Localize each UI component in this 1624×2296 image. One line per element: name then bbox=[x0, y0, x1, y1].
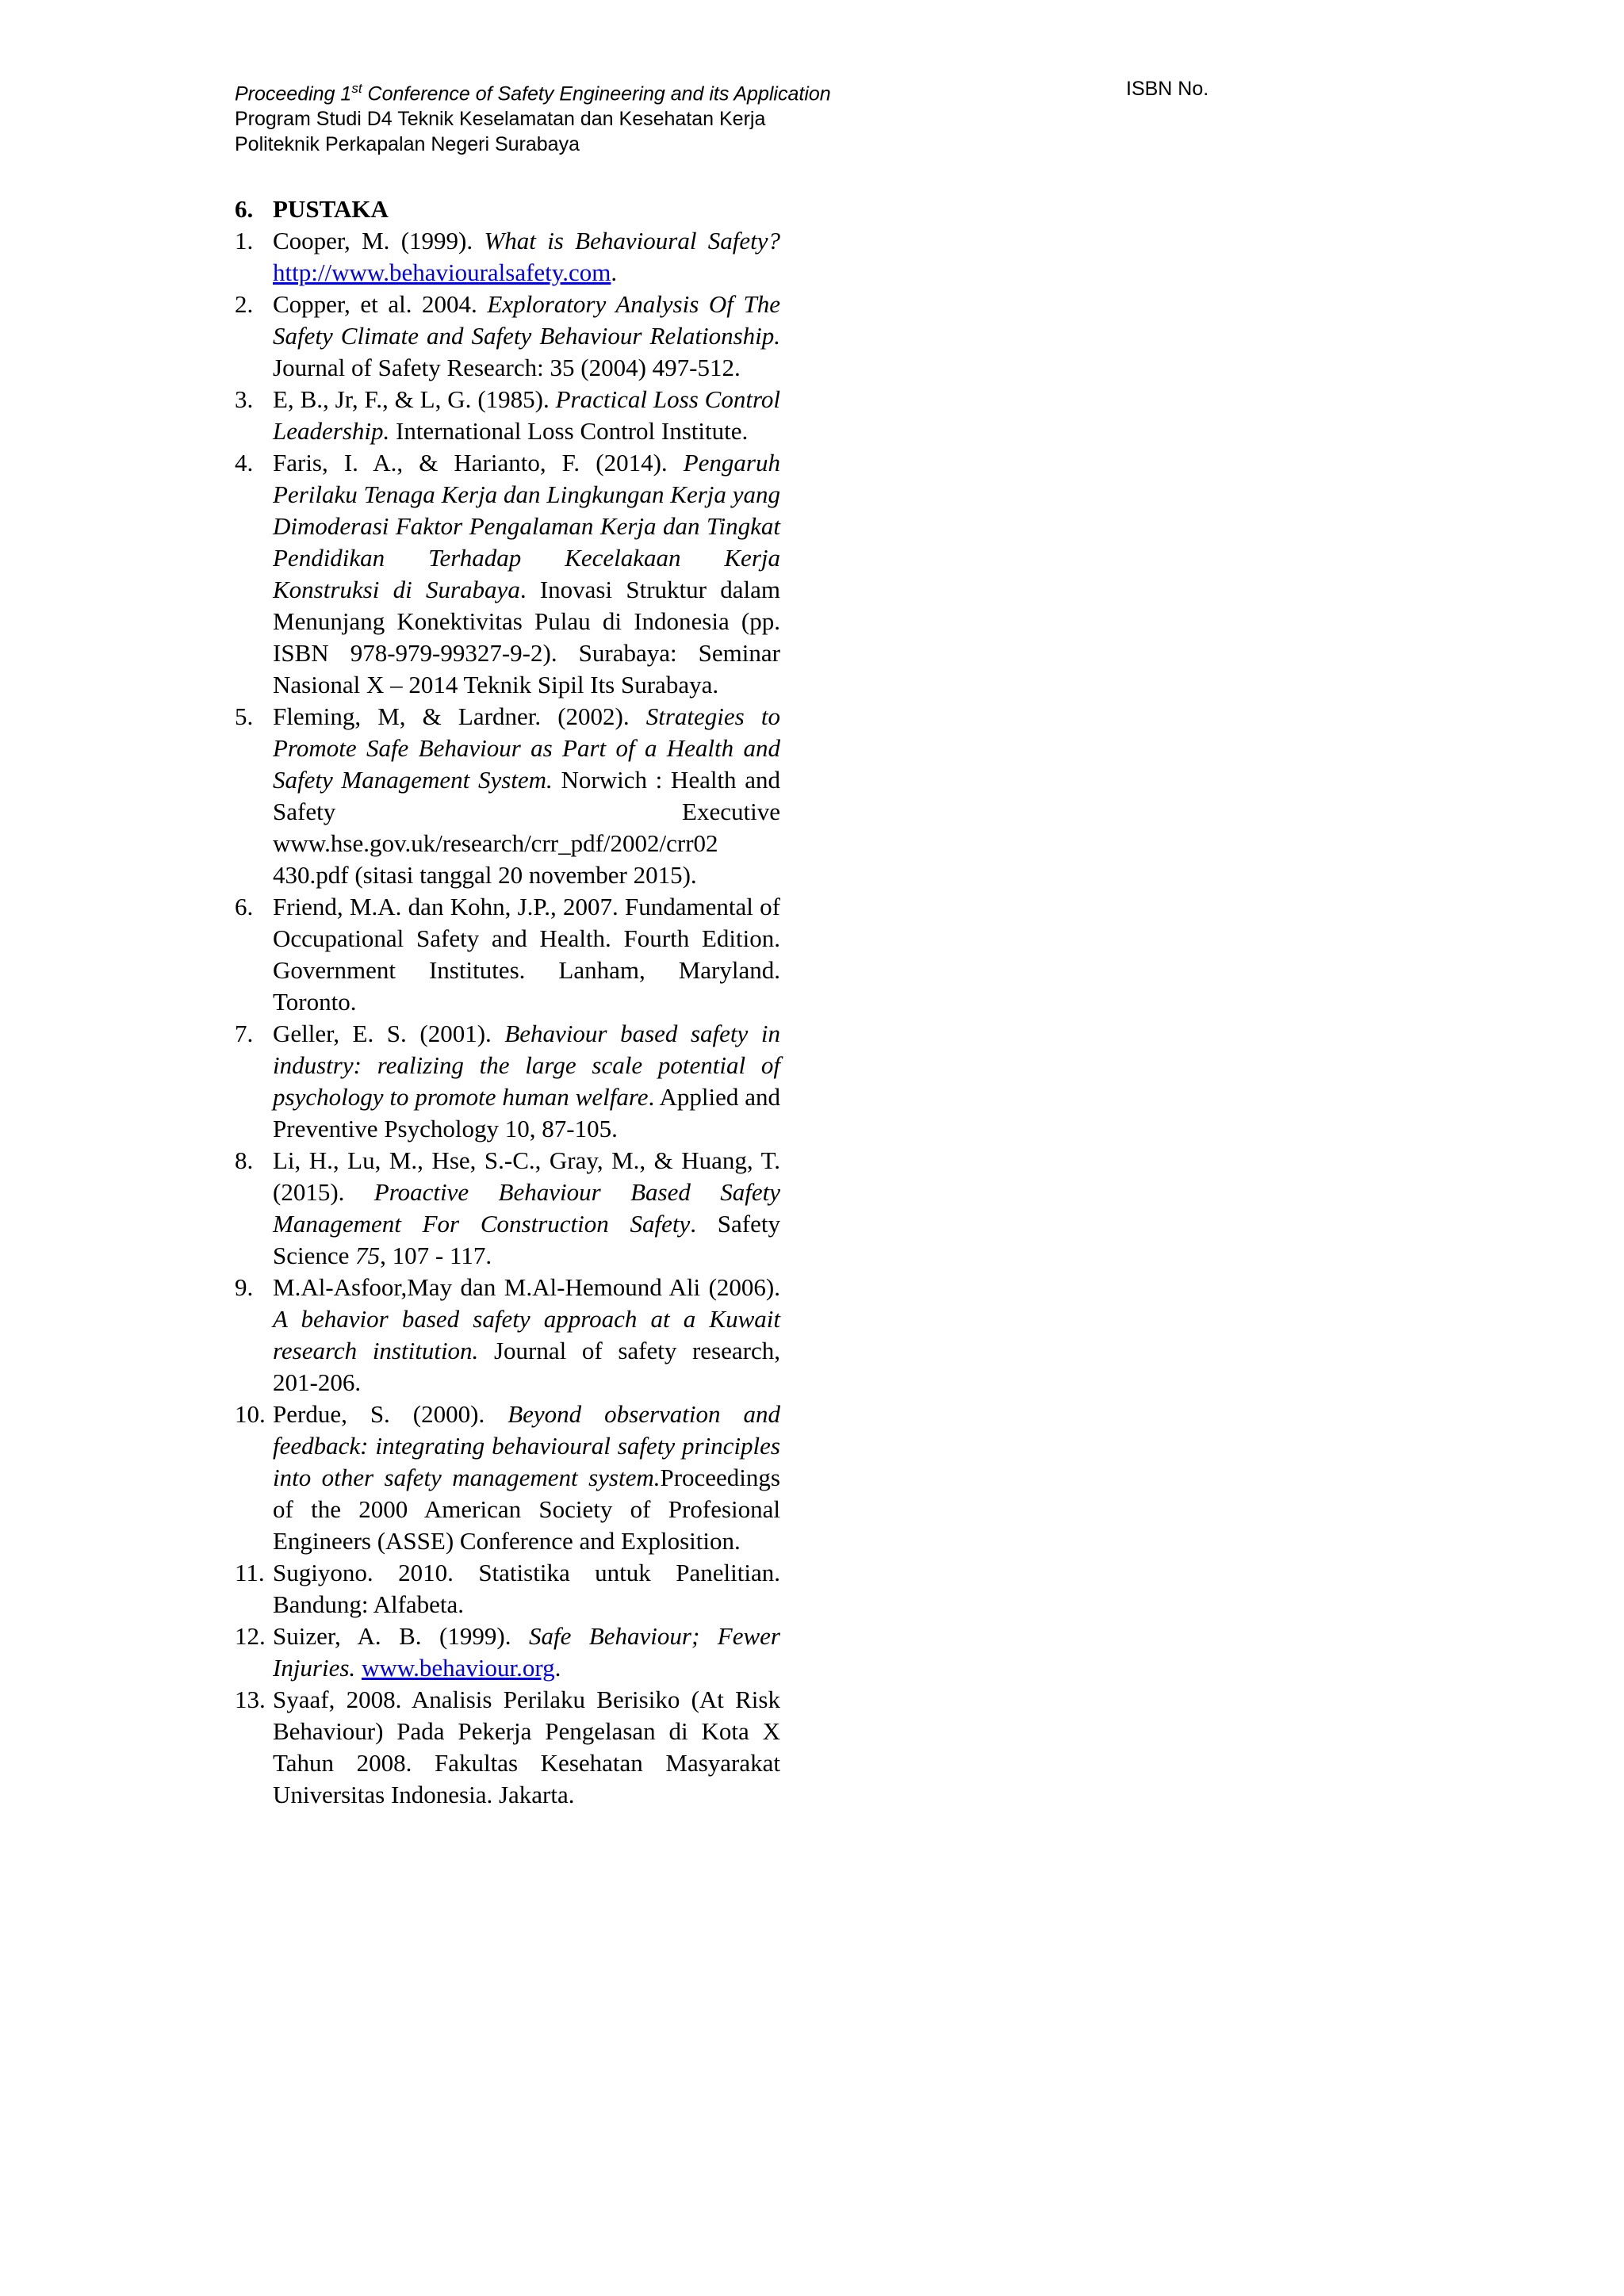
reference-item bbox=[235, 289, 780, 384]
references-column bbox=[235, 193, 780, 1811]
reference-number: 8. bbox=[235, 1146, 254, 1174]
reference-italic-text: Strategies to Promote Safe Behaviour as Part of a Health and Safety Management System. bbox=[273, 702, 780, 794]
reference-link[interactable]: http://www.behaviouralsafety.com bbox=[273, 258, 611, 286]
reference-item bbox=[235, 1399, 780, 1557]
section-title: PUSTAKA bbox=[273, 195, 389, 223]
reference-item bbox=[235, 1018, 780, 1145]
reference-item bbox=[235, 701, 780, 891]
reference-italic-text: A behavior based safety approach at a Kuwait research institution. bbox=[273, 1305, 780, 1364]
reference-text: Perdue, S. (2000). bbox=[273, 1400, 508, 1428]
reference-text: . Inovasi Struktur dalam Menunjang Konektivitas Pulau di Indonesia (pp. ISBN 978-979-99327-9-2). Surabaya: Seminar Nasional X – 2014 Teknik Sipil Its Surabaya. bbox=[273, 576, 780, 698]
reference-italic-text: Practical Loss Control Leadership. bbox=[273, 385, 780, 445]
reference-link[interactable]: www.behaviour.org bbox=[361, 1654, 555, 1682]
reference-text: Sugiyono. 2010. Statistika untuk Panelitian. Bandung: Alfabeta. bbox=[273, 1559, 780, 1618]
reference-text: International Loss Control Institute. bbox=[389, 417, 749, 445]
reference-italic-text: Pengaruh Perilaku Tenaga Kerja dan Lingkungan Kerja yang Dimoderasi Faktor Pengalaman Kerja dan Tingkat Pendidikan Terhadap Kecelakaan Kerja Konstruksi di Surabaya bbox=[273, 449, 780, 603]
reference-number: 12. bbox=[235, 1622, 266, 1650]
reference-text: Fleming, M, & Lardner. (2002). bbox=[273, 702, 646, 730]
section-heading bbox=[235, 193, 780, 225]
reference-text: . Safety Science bbox=[273, 1210, 780, 1269]
reference-number: 1. bbox=[235, 227, 254, 254]
reference-number: 7. bbox=[235, 1020, 254, 1047]
reference-text bbox=[355, 1654, 362, 1682]
reference-number: 6. bbox=[235, 893, 254, 920]
reference-italic-text: What is Behavioural Safety? bbox=[484, 227, 780, 254]
reference-italic-text: Safe Behaviour; Fewer Injuries. bbox=[273, 1622, 780, 1682]
reference-italic-text: 75 bbox=[355, 1242, 381, 1269]
reference-item bbox=[235, 384, 780, 447]
reference-item bbox=[235, 1272, 780, 1399]
reference-item bbox=[235, 225, 780, 289]
header-program: Program Studi D4 Teknik Keselamatan dan Kesehatan Kerja bbox=[235, 108, 766, 131]
reference-text: Geller, E. S. (2001). bbox=[273, 1020, 505, 1047]
reference-italic-text: Beyond observation and feedback: integrating behavioural safety principles into other safety management system. bbox=[273, 1400, 780, 1491]
section-number: 6. bbox=[235, 195, 254, 223]
reference-text: Copper, et al. 2004. bbox=[273, 290, 488, 318]
header-conference-line bbox=[235, 76, 1424, 106]
reference-number: 9. bbox=[235, 1273, 254, 1301]
reference-item bbox=[235, 1621, 780, 1684]
reference-number: 3. bbox=[235, 385, 254, 413]
reference-item bbox=[235, 447, 780, 701]
reference-italic-text: Exploratory Analysis Of The Safety Climate and Safety Behaviour Relationship. bbox=[273, 290, 780, 350]
reference-text: Norwich : Health and Safety Executive www.hse.gov.uk/research/crr_pdf/2002/crr02 430.pdf (sitasi tanggal 20 november 2015). bbox=[273, 766, 780, 889]
reference-text: Journal of safety research, 201-206. bbox=[273, 1337, 780, 1396]
header-conference-name: Conference of Safety Engineering and its Application bbox=[362, 82, 831, 105]
header-superscript: st bbox=[351, 81, 362, 96]
reference-number: 11. bbox=[235, 1559, 265, 1586]
header-isbn: ISBN No. bbox=[1126, 78, 1209, 100]
reference-number: 10. bbox=[235, 1400, 266, 1428]
header-institution: Politeknik Perkapalan Negeri Surabaya bbox=[235, 133, 580, 156]
reference-text: Li, H., Lu, M., Hse, S.-C., Gray, M., & Huang, T. (2015). bbox=[273, 1146, 780, 1206]
reference-text: Suizer, A. B. (1999). bbox=[273, 1622, 529, 1650]
reference-text: M.Al-Asfoor,May dan M.Al-Hemound Ali (2006). bbox=[273, 1273, 780, 1301]
reference-text: E, B., Jr, F., & L, G. (1985). bbox=[273, 385, 556, 413]
reference-item bbox=[235, 1557, 780, 1621]
header-proceeding-prefix: Proceeding 1 bbox=[235, 82, 352, 105]
reference-text: Cooper, M. (1999). bbox=[273, 227, 485, 254]
reference-text: , 107 - 117. bbox=[380, 1242, 492, 1269]
reference-text: Journal of Safety Research: 35 (2004) 497-512. bbox=[273, 354, 741, 381]
reference-number: 5. bbox=[235, 702, 254, 730]
reference-text: Syaaf, 2008. Analisis Perilaku Berisiko (At Risk Behaviour) Pada Pekerja Pengelasan di Kota X Tahun 2008. Fakultas Kesehatan Masyarakat Universitas Indonesia. Jakarta. bbox=[273, 1686, 780, 1808]
reference-text: Proceedings of the 2000 American Society of Profesional Engineers (ASSE) Conference and Explosition. bbox=[273, 1464, 780, 1555]
reference-text: Faris, I. A., & Harianto, F. (2014). bbox=[273, 449, 684, 476]
reference-item bbox=[235, 891, 780, 1018]
reference-italic-text: Proactive Behaviour Based Safety Management For Construction Safety bbox=[273, 1178, 780, 1238]
reference-item bbox=[235, 1684, 780, 1811]
reference-list bbox=[235, 225, 780, 1811]
page-header bbox=[235, 76, 1424, 157]
reference-number: 13. bbox=[235, 1686, 266, 1713]
reference-italic-text: Behaviour based safety in industry: realizing the large scale potential of psychology to promote human welfare bbox=[273, 1020, 780, 1111]
reference-number: 4. bbox=[235, 449, 254, 476]
reference-number: 2. bbox=[235, 290, 254, 318]
reference-item bbox=[235, 1145, 780, 1272]
reference-text: . Applied and Preventive Psychology 10, 87-105. bbox=[273, 1083, 781, 1142]
reference-text: . bbox=[611, 258, 618, 286]
reference-text: Friend, M.A. dan Kohn, J.P., 2007. Fundamental of Occupational Safety and Health. Fourth Edition. Government Institutes. Lanham, Maryland. Toronto. bbox=[273, 893, 780, 1016]
reference-text: . bbox=[554, 1654, 561, 1682]
